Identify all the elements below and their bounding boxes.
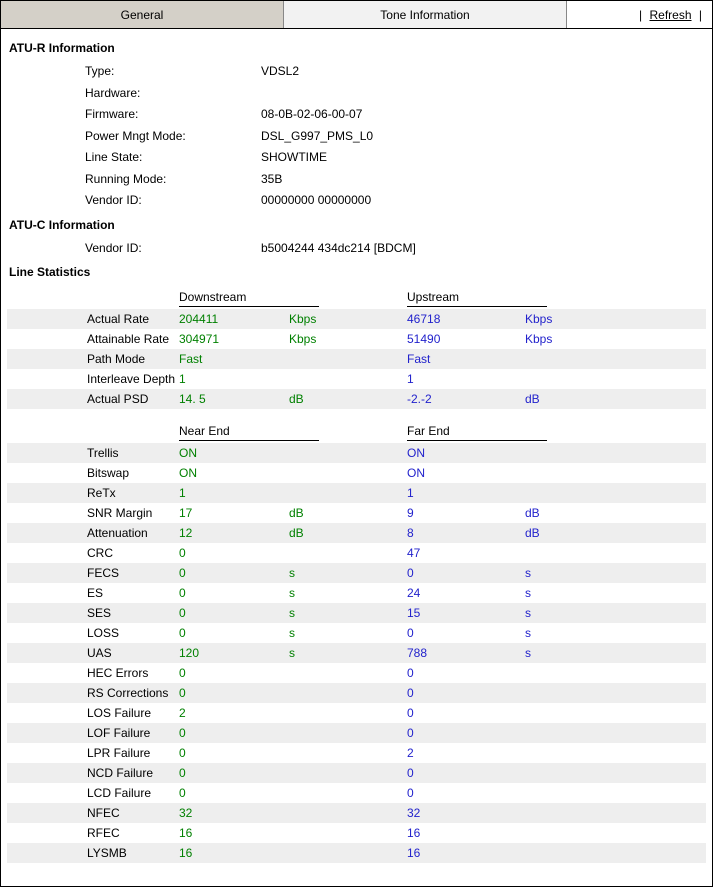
row-upstream-unit	[525, 369, 706, 389]
row-upstream-value: 46718	[407, 309, 525, 329]
row-label: CRC	[87, 546, 113, 560]
atur-line-state-value: SHOWTIME	[261, 150, 327, 164]
separator-left: |	[639, 7, 643, 22]
row-label: Bitswap	[87, 466, 130, 480]
table-row	[7, 843, 706, 863]
row-label: Trellis	[7, 443, 179, 463]
row-downstream-unit: Kbps	[289, 309, 407, 329]
row-far-end-unit	[525, 443, 706, 463]
atuc-info-table	[85, 238, 561, 260]
row-near-end-unit: s	[289, 626, 295, 640]
row-label: RS Corrections	[7, 683, 179, 703]
row-upstream-unit: Kbps	[525, 332, 553, 346]
row-far-end-value: 47	[407, 546, 421, 560]
row-near-end-value: ON	[179, 466, 197, 480]
row-near-end-value: 0	[179, 786, 186, 800]
tab-bar	[1, 1, 712, 29]
row-far-end-value: 9	[407, 506, 414, 520]
row-near-end-unit	[289, 803, 407, 823]
atur-running-mode-label: Running Mode:	[85, 171, 167, 186]
tab-bar-filler	[567, 1, 712, 28]
far-end-column-header-label: Far End	[407, 423, 547, 441]
page-content	[1, 29, 712, 863]
row-near-end-unit	[289, 723, 407, 743]
row-far-end-value: 15	[407, 603, 525, 623]
row-label: LOS Failure	[87, 706, 152, 720]
table-row	[7, 603, 706, 623]
row-far-end-unit: dB	[525, 523, 706, 543]
table-row	[7, 443, 706, 463]
row-near-end-unit	[289, 783, 407, 803]
row-far-end-unit	[525, 763, 706, 783]
row-far-end-unit	[525, 683, 706, 703]
table-row	[7, 349, 706, 369]
row-near-end-value: 0	[179, 563, 289, 583]
atuc-section-title: ATU-C Information	[9, 217, 115, 232]
row-near-end-unit	[289, 543, 407, 563]
atur-hardware-value	[261, 83, 561, 105]
row-near-end-value: 0	[179, 723, 289, 743]
row-far-end-value: 0	[407, 626, 414, 640]
table-row	[85, 147, 561, 169]
row-near-end-unit	[289, 683, 407, 703]
row-near-end-value: ON	[179, 443, 289, 463]
table-row	[7, 563, 706, 583]
row-far-end-unit: s	[525, 563, 706, 583]
row-near-end-unit	[289, 843, 407, 863]
row-label: NCD Failure	[7, 763, 179, 783]
row-near-end-unit	[289, 663, 407, 683]
refresh-link[interactable]: Refresh	[649, 7, 692, 22]
table-row	[85, 104, 561, 126]
row-far-end-unit: s	[525, 626, 531, 640]
row-label: Actual Rate	[7, 309, 179, 329]
row-near-end-value: 0	[179, 666, 186, 680]
row-label: ES	[87, 586, 104, 600]
table-row	[7, 763, 706, 783]
row-near-end-unit: s	[289, 603, 407, 623]
row-near-end-value: 32	[179, 803, 289, 823]
atuc-vendor-id-label: Vendor ID:	[85, 240, 142, 255]
row-far-end-value: 8	[407, 523, 525, 543]
atuc-vendor-id-value: b5004244 434dc214 [BDCM]	[261, 240, 416, 255]
row-far-end-unit: s	[525, 643, 706, 663]
upstream-column-header	[407, 285, 706, 309]
row-far-end-value: 1	[407, 483, 525, 503]
row-near-end-value: 0	[179, 603, 289, 623]
row-near-end-value: 0	[179, 746, 186, 760]
row-far-end-unit	[525, 663, 706, 683]
upstream-column-header-label: Upstream	[407, 289, 547, 307]
row-near-end-value: 0	[179, 586, 186, 600]
row-label: LCD Failure	[87, 786, 152, 800]
table-row	[7, 663, 706, 683]
row-upstream-unit: dB	[525, 389, 706, 409]
tab-tone-information[interactable]	[284, 1, 567, 28]
separator-right: |	[698, 7, 702, 22]
tab-general-label: General	[120, 7, 164, 22]
row-far-end-unit	[525, 743, 706, 763]
atur-info-table	[85, 61, 561, 212]
atur-firmware-value: 08-0B-02-06-00-07	[261, 107, 363, 121]
row-label: Attenuation	[7, 523, 179, 543]
table-row	[7, 463, 706, 483]
row-far-end-value: 0	[407, 763, 525, 783]
row-far-end-value: 788	[407, 643, 525, 663]
row-far-end-unit	[525, 823, 706, 843]
row-near-end-value: 12	[179, 523, 289, 543]
row-downstream-unit	[289, 369, 407, 389]
row-upstream-value: 51490	[407, 332, 441, 346]
row-near-end-value: 2	[179, 706, 186, 720]
row-label: ReTx	[7, 483, 179, 503]
row-near-end-unit: s	[289, 563, 407, 583]
atur-section-title: ATU-R Information	[9, 41, 115, 55]
table-row	[7, 583, 706, 603]
row-downstream-value: 204411	[179, 309, 289, 329]
row-near-end-value: 17	[179, 506, 193, 520]
row-far-end-unit: s	[525, 603, 706, 623]
row-far-end-unit: dB	[525, 506, 540, 520]
row-downstream-unit	[289, 349, 407, 369]
table-row	[85, 169, 561, 191]
table-row	[7, 369, 706, 389]
row-near-end-value: 16	[179, 843, 289, 863]
row-upstream-value: -2.-2	[407, 389, 525, 409]
row-near-end-value: 0	[179, 546, 186, 560]
row-far-end-value: 32	[407, 803, 525, 823]
row-label: Path Mode	[7, 349, 179, 369]
row-far-end-unit	[525, 783, 706, 803]
row-near-end-unit: s	[289, 643, 407, 663]
row-far-end-value: 16	[407, 826, 421, 840]
table-row	[7, 823, 706, 843]
row-near-end-value: 1	[179, 483, 289, 503]
atur-power-mngt-mode-label: Power Mngt Mode:	[85, 128, 186, 143]
row-label: LOF Failure	[7, 723, 179, 743]
far-end-column-header	[407, 419, 706, 443]
table-row	[7, 683, 706, 703]
row-label: LOSS	[87, 626, 120, 640]
row-far-end-unit: s	[525, 586, 531, 600]
row-label: UAS	[7, 643, 179, 663]
downstream-column-header	[179, 285, 407, 309]
row-far-end-unit	[525, 543, 706, 563]
row-label: HEC Errors	[87, 666, 149, 680]
row-near-end-value: 120	[179, 643, 289, 663]
table-row	[7, 523, 706, 543]
row-far-end-value: 0	[407, 563, 525, 583]
row-far-end-value: 0	[407, 706, 414, 720]
table-row	[7, 723, 706, 743]
table-row	[7, 309, 706, 329]
row-label: Actual PSD	[7, 389, 179, 409]
row-upstream-unit: Kbps	[525, 309, 706, 329]
table-row	[7, 483, 706, 503]
table-row	[7, 643, 706, 663]
row-far-end-value: 0	[407, 786, 414, 800]
table-row	[7, 389, 706, 409]
row-far-end-unit	[525, 483, 706, 503]
stats-header-blank	[7, 285, 179, 309]
row-near-end-value: 16	[179, 826, 193, 840]
table-row	[7, 743, 706, 763]
tab-tone-information-label: Tone Information	[380, 7, 470, 22]
row-upstream-value: 1	[407, 372, 414, 386]
row-far-end-unit	[525, 723, 706, 743]
row-label: SNR Margin	[87, 506, 153, 520]
row-far-end-unit	[525, 463, 706, 483]
row-label: LYSMB	[7, 843, 179, 863]
atur-power-mngt-mode-value: DSL_G997_PMS_L0	[261, 128, 374, 143]
row-downstream-unit: Kbps	[289, 332, 317, 346]
row-label: LPR Failure	[87, 746, 151, 760]
table-row	[7, 503, 706, 523]
row-near-end-unit	[289, 463, 407, 483]
row-far-end-unit	[525, 803, 706, 823]
line-statistics-table	[7, 285, 706, 863]
row-far-end-value: 2	[407, 746, 414, 760]
row-near-end-unit: dB	[289, 523, 407, 543]
tab-general[interactable]	[1, 1, 284, 28]
atur-firmware-label: Firmware:	[85, 107, 139, 121]
row-far-end-value: 0	[407, 683, 525, 703]
row-near-end-value: 0	[179, 763, 289, 783]
row-near-end-unit	[289, 483, 407, 503]
row-far-end-value: 16	[407, 843, 525, 863]
row-label: NFEC	[7, 803, 179, 823]
row-downstream-value: 14. 5	[179, 389, 289, 409]
stats-spacer-row	[7, 409, 706, 419]
atur-vendor-id-label: Vendor ID:	[85, 193, 142, 207]
near-end-column-header-label: Near End	[179, 423, 319, 441]
row-downstream-value: 304971	[179, 332, 220, 346]
table-row	[85, 83, 561, 105]
table-row	[7, 803, 706, 823]
table-row	[85, 61, 561, 83]
table-row	[7, 783, 706, 803]
row-downstream-value: Fast	[179, 349, 289, 369]
row-near-end-unit	[289, 763, 407, 783]
row-far-end-value: 0	[407, 723, 525, 743]
stats-header-row-1	[7, 285, 706, 309]
row-near-end-unit: dB	[289, 506, 304, 520]
table-row	[7, 623, 706, 643]
row-label: FECS	[7, 563, 179, 583]
row-label: RFEC	[87, 826, 120, 840]
table-row	[7, 329, 706, 349]
row-near-end-unit	[289, 743, 407, 763]
line-statistics-section-title: Line Statistics	[9, 265, 91, 279]
row-upstream-unit	[525, 349, 706, 369]
row-downstream-value: 1	[179, 372, 186, 386]
row-near-end-unit	[289, 823, 407, 843]
row-near-end-unit	[289, 703, 407, 723]
atur-type-label: Type:	[85, 64, 115, 78]
row-label: SES	[7, 603, 179, 623]
row-near-end-value: 0	[179, 683, 289, 703]
table-row	[85, 190, 561, 212]
row-far-end-value: 24	[407, 586, 421, 600]
stats-header-blank-2	[7, 419, 179, 443]
row-far-end-value: 0	[407, 666, 414, 680]
table-row	[85, 238, 561, 260]
atur-line-state-label: Line State:	[85, 150, 143, 164]
atur-type-value: VDSL2	[261, 64, 300, 78]
row-far-end-value: ON	[407, 466, 425, 480]
row-upstream-value: Fast	[407, 349, 525, 369]
table-row	[7, 703, 706, 723]
row-far-end-value: ON	[407, 443, 525, 463]
refresh-control	[635, 8, 706, 22]
row-near-end-value: 0	[179, 626, 186, 640]
row-label: Attainable Rate	[87, 332, 170, 346]
row-far-end-unit	[525, 843, 706, 863]
row-label: Interleave Depth	[87, 372, 176, 386]
downstream-column-header-label: Downstream	[179, 289, 319, 307]
stats-header-row-2	[7, 419, 706, 443]
atur-running-mode-value: 35B	[261, 171, 283, 186]
table-row	[7, 543, 706, 563]
atur-vendor-id-value: 00000000 00000000	[261, 193, 372, 207]
near-end-column-header	[179, 419, 407, 443]
row-near-end-unit	[289, 443, 407, 463]
table-row	[85, 126, 561, 148]
row-downstream-unit: dB	[289, 389, 407, 409]
row-near-end-unit: s	[289, 586, 295, 600]
atur-hardware-label: Hardware:	[85, 85, 141, 100]
row-far-end-unit	[525, 703, 706, 723]
